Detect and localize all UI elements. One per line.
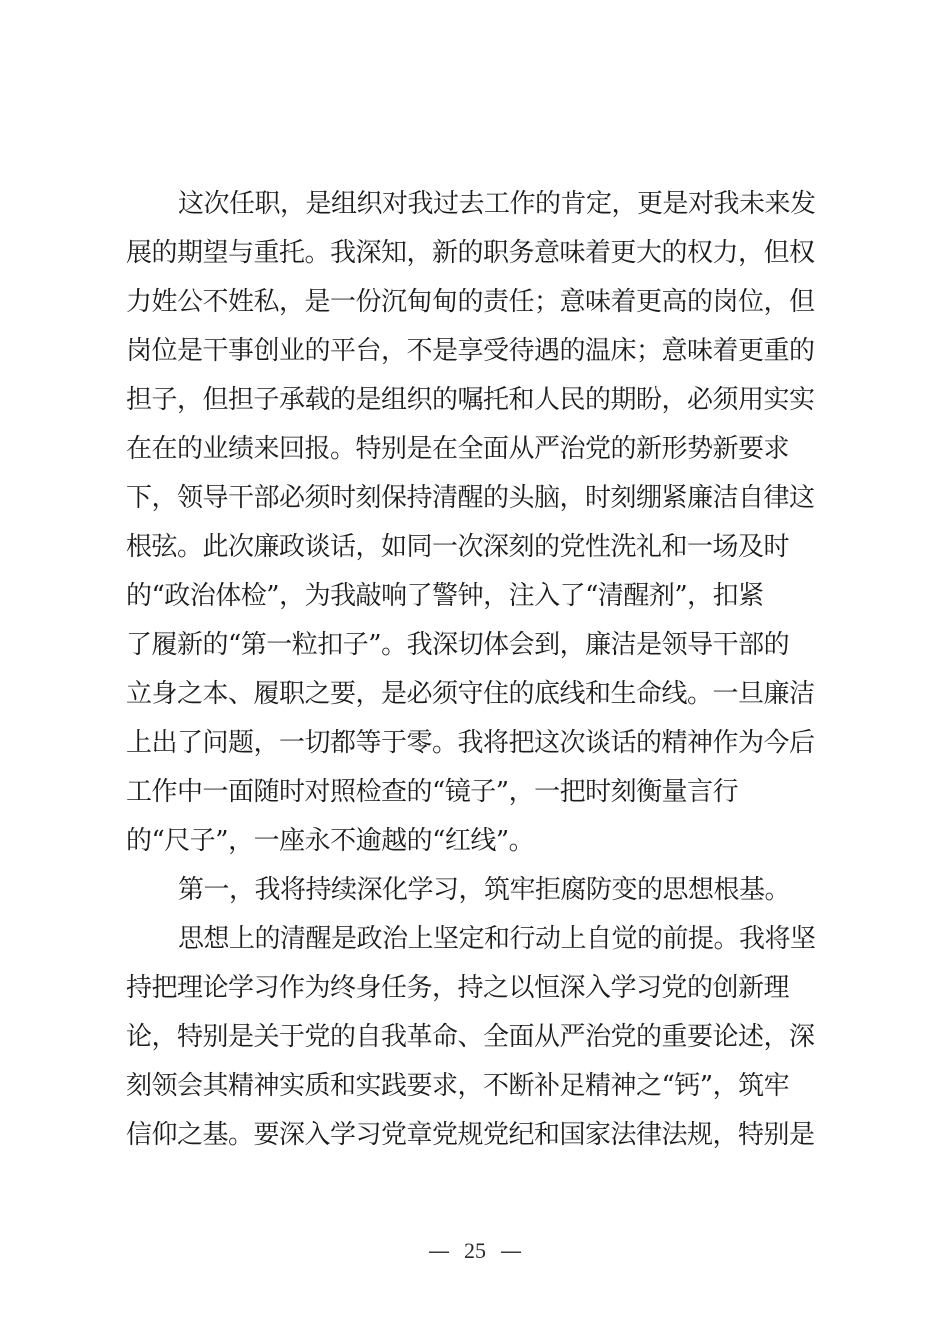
text-line: 第一，我将持续深化学习，筑牢拒腐防变的思想根基。 xyxy=(178,875,791,905)
text-line: 担子，但担子承载的是组织的嘱托和人民的期盼，必须用实实 xyxy=(126,385,815,415)
text-line: 展的期望与重托。我深知，新的职务意味着更大的权力，但权 xyxy=(126,238,815,268)
footer-dash-right: — xyxy=(500,1239,522,1264)
page-footer xyxy=(0,1236,950,1267)
text-line: 工作中一面随时对照检查的“镜子”，一把时刻衡量言行 xyxy=(126,777,739,807)
text-line: 思想上的清醒是政治上坚定和行动上自觉的前提。我将坚 xyxy=(178,924,816,954)
text-line: 在在的业绩来回报。特别是在全面从严治党的新形势新要求 xyxy=(126,434,790,464)
text-line: 力姓公不姓私，是一份沉甸甸的责任；意味着更高的岗位，但 xyxy=(126,287,815,317)
text-line: 持把理论学习作为终身任务，持之以恒深入学习党的创新理 xyxy=(126,973,790,1003)
page-number: 25 xyxy=(464,1238,486,1263)
text-line: 下，领导干部必须时刻保持清醒的头脑，时刻绷紧廉洁自律这 xyxy=(126,483,815,513)
footer-dash-left: — xyxy=(428,1239,450,1264)
paragraph xyxy=(126,866,832,915)
paragraph xyxy=(126,180,832,866)
text-line: 刻领会其精神实质和实践要求，不断补足精神之“钙”，筑牢 xyxy=(126,1071,790,1101)
text-line: 这次任职，是组织对我过去工作的肯定，更是对我未来发 xyxy=(178,189,816,219)
text-line: 论，特别是关于党的自我革命、全面从严治党的重要论述，深 xyxy=(126,1022,815,1052)
text-line: 立身之本、履职之要，是必须守住的底线和生命线。一旦廉洁 xyxy=(126,679,815,709)
text-line: 了履新的“第一粒扣子”。我深切体会到，廉洁是领导干部的 xyxy=(126,630,790,660)
text-line: 上出了问题，一切都等于零。我将把这次谈话的精神作为今后 xyxy=(126,728,815,758)
text-line: 根弦。此次廉政谈话，如同一次深刻的党性洗礼和一场及时 xyxy=(126,532,790,562)
text-line: 的“政治体检”，为我敲响了警钟，注入了“清醒剂”，扣紧 xyxy=(126,581,764,611)
text-line: 岗位是干事创业的平台，不是享受待遇的温床；意味着更重的 xyxy=(126,336,815,366)
text-line: 信仰之基。要深入学习党章党规党纪和国家法律法规，特别是 xyxy=(126,1120,815,1150)
text-line: 的“尺子”，一座永不逾越的“红线”。 xyxy=(126,826,535,856)
document-body xyxy=(126,180,832,1160)
paragraph xyxy=(126,915,832,1160)
